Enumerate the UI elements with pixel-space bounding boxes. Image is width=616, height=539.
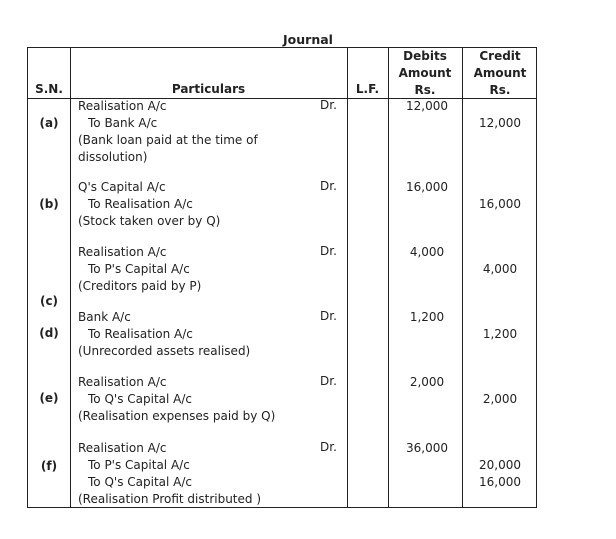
narration: dissolution) [78, 150, 148, 164]
narration: (Bank loan paid at the time of [78, 133, 258, 147]
column-divider [347, 48, 348, 507]
credit-account: To Realisation A/c [88, 197, 193, 211]
header-credit-line: Credit [479, 49, 521, 63]
credit-account: To Q's Capital A/c [88, 392, 192, 406]
dr-label: Dr. [320, 179, 337, 193]
narration: (Realisation expenses paid by Q) [78, 409, 276, 423]
debit-amount: 12,000 [406, 99, 448, 113]
credit-account: To Bank A/c [88, 116, 158, 130]
entry-sn: (a) [39, 116, 59, 130]
dr-label: Dr. [320, 98, 337, 112]
entry-particulars [78, 440, 261, 508]
entry-particulars [78, 309, 250, 360]
dr-label: Dr. [320, 244, 337, 258]
header-credit-line: Amount [473, 66, 527, 80]
credit-amount: 16,000 [479, 475, 521, 489]
credit-amount: 4,000 [482, 262, 518, 276]
header-debit-line: Amount [398, 66, 452, 80]
debit-amount: 2,000 [409, 375, 445, 389]
journal-table [27, 47, 537, 508]
header-debit-line: Rs. [414, 83, 436, 97]
narration: (Stock taken over by Q) [78, 214, 221, 228]
header-debit-line: Debits [403, 49, 447, 63]
debit-account: Bank A/c [78, 310, 131, 324]
credit-account: To P's Capital A/c [88, 458, 190, 472]
credit-account: To P's Capital A/c [88, 262, 190, 276]
credit-account: To Realisation A/c [88, 327, 193, 341]
credit-amount: 1,200 [482, 327, 518, 341]
narration: (Realisation Profit distributed ) [78, 492, 262, 506]
narration: (Unrecorded assets realised) [78, 344, 251, 358]
dr-label: Dr. [320, 309, 337, 323]
debit-amount: 36,000 [406, 441, 448, 455]
debit-account: Q's Capital A/c [78, 180, 166, 194]
entry-sn: (f) [40, 459, 58, 473]
debit-account: Realisation A/c [78, 441, 167, 455]
debit-account: Realisation A/c [78, 99, 167, 113]
header-credit-line: Rs. [489, 83, 511, 97]
entry-sn: (e) [39, 391, 59, 405]
header-lf: L.F. [355, 82, 380, 96]
entry-particulars [78, 374, 275, 425]
credit-amount: 16,000 [479, 197, 521, 211]
column-divider [70, 48, 71, 507]
credit-amount: 20,000 [479, 458, 521, 472]
entry-sn: (b) [39, 197, 59, 211]
entry-sn: (d) [39, 326, 59, 340]
column-divider [388, 48, 389, 507]
credit-account: To Q's Capital A/c [88, 475, 192, 489]
header-credit [462, 48, 538, 99]
header-debit [388, 48, 462, 99]
debit-account: Realisation A/c [78, 375, 167, 389]
dr-label: Dr. [320, 374, 337, 388]
entry-particulars [78, 179, 220, 230]
debit-amount: 16,000 [406, 180, 448, 194]
entry-sn: (c) [39, 294, 59, 308]
credit-amount: 12,000 [479, 116, 521, 130]
debit-amount: 4,000 [409, 245, 445, 259]
entry-particulars [78, 244, 201, 295]
journal-title: Journal [283, 32, 333, 47]
entry-particulars [78, 98, 258, 166]
dr-label: Dr. [320, 440, 337, 454]
header-particulars: Particulars [171, 82, 246, 96]
credit-amount: 2,000 [482, 392, 518, 406]
debit-amount: 1,200 [409, 310, 445, 324]
debit-account: Realisation A/c [78, 245, 167, 259]
header-sn: S.N. [35, 82, 63, 96]
narration: (Creditors paid by P) [78, 279, 202, 293]
